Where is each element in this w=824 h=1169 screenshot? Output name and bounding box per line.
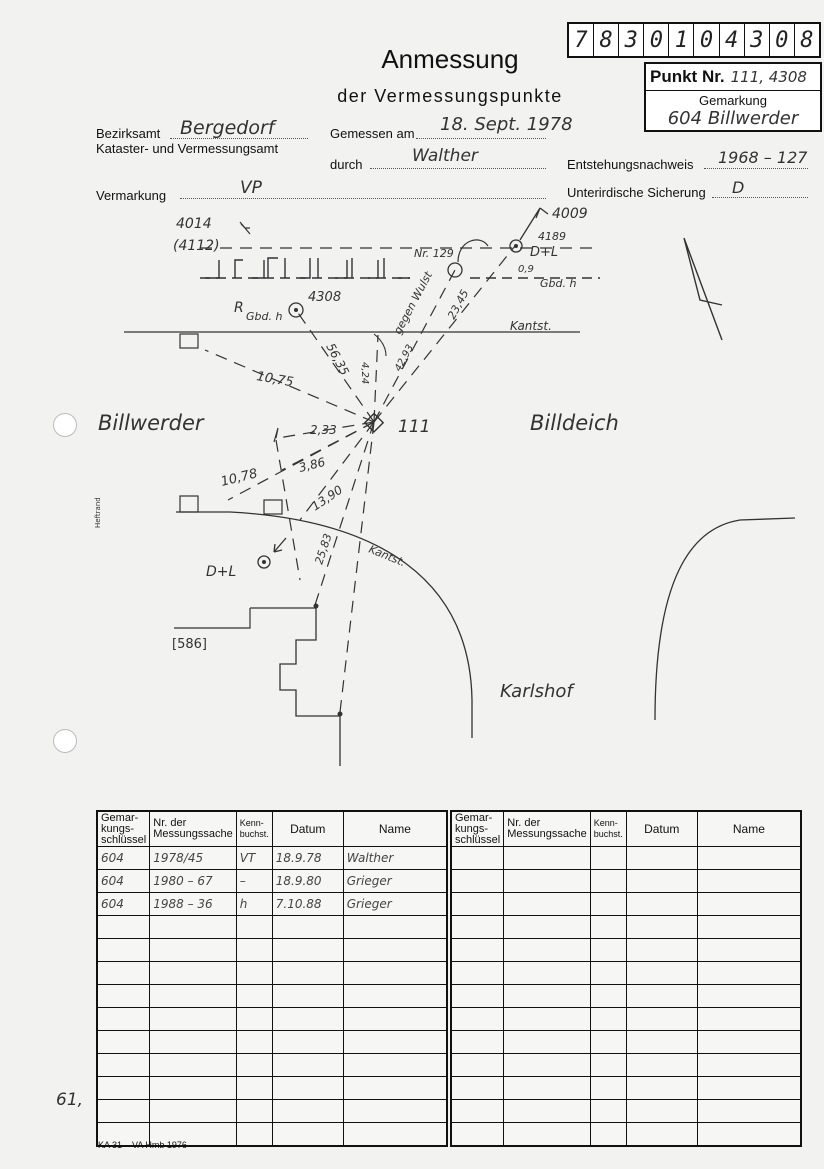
point-r: R bbox=[234, 300, 244, 316]
doc-digit: 8 bbox=[594, 24, 619, 56]
page-subtitle: der Vermessungspunkte bbox=[337, 86, 563, 106]
point-111: 111 bbox=[398, 417, 431, 437]
vermarkung-value: VP bbox=[240, 178, 262, 198]
dist-1390: 13,90 bbox=[308, 482, 346, 514]
point-4014: 4014 bbox=[176, 216, 212, 232]
punkt-label: Punkt Nr. bbox=[650, 67, 725, 86]
point-dl-bottom: D+L bbox=[206, 564, 237, 580]
record-table-right bbox=[450, 810, 802, 1147]
table-row-empty bbox=[451, 1008, 801, 1031]
table-row-empty bbox=[451, 962, 801, 985]
cell-kennbuchst: VT bbox=[236, 847, 272, 870]
doc-digit: 1 bbox=[669, 24, 694, 56]
table-row-empty bbox=[97, 939, 447, 962]
cell-name: Walther bbox=[343, 847, 447, 870]
cell-datum: 18.9.78 bbox=[272, 847, 343, 870]
col-header-kennbuchst: Kenn-buchst. bbox=[236, 811, 272, 847]
form-code: KA 31 – VA Hmb 1976 bbox=[98, 1140, 187, 1150]
dist-2583: 25,83 bbox=[312, 531, 335, 566]
doc-digit: 4 bbox=[720, 24, 745, 56]
kantst-bottom-label: Kantst. bbox=[366, 542, 408, 570]
cell-datum: 7.10.88 bbox=[272, 893, 343, 916]
gemarkung-label: Gemarkung bbox=[699, 93, 767, 108]
gemessen-value: 18. Sept. 1978 bbox=[440, 114, 573, 135]
durch-value: Walther bbox=[412, 146, 478, 166]
bezirksamt-label: Bezirksamt bbox=[96, 126, 161, 141]
col-header-messungssache: Nr. der Messungssache bbox=[150, 811, 236, 847]
page-mark: 61, bbox=[56, 1090, 84, 1110]
table-row-empty bbox=[97, 1077, 447, 1100]
table-row-empty bbox=[451, 1031, 801, 1054]
table-row-empty bbox=[451, 847, 801, 870]
heftrand-label: Heftrand bbox=[94, 497, 102, 528]
dist-1078: 10,78 bbox=[219, 466, 260, 490]
doc-digit: 3 bbox=[619, 24, 644, 56]
durch-label: durch bbox=[330, 157, 363, 172]
col-header-kennbuchst: Kenn-buchst. bbox=[590, 811, 626, 847]
gemarkung-value: 604 Billwerder bbox=[667, 108, 799, 129]
table-row-empty bbox=[451, 870, 801, 893]
table-row-empty bbox=[451, 893, 801, 916]
sicherung-value: D bbox=[732, 178, 745, 197]
point-4112: (4112) bbox=[173, 238, 220, 254]
doc-digit: 8 bbox=[800, 27, 814, 53]
dist-233: 2,33 bbox=[310, 423, 337, 437]
nr129-label: Nr. 129 bbox=[414, 247, 454, 260]
dist-4293: 42,93 bbox=[392, 342, 417, 374]
table-row-empty bbox=[451, 1100, 801, 1123]
dist-386: 3,86 bbox=[297, 454, 327, 475]
col-header-datum: Datum bbox=[272, 811, 343, 847]
cell-messungssache: 1988 – 36 bbox=[150, 893, 236, 916]
table-row-empty bbox=[97, 1054, 447, 1077]
table-row-empty bbox=[97, 1100, 447, 1123]
cell-kennbuchst: – bbox=[236, 870, 272, 893]
cell-gemarkung: 604 bbox=[97, 847, 150, 870]
table-row-empty bbox=[97, 1031, 447, 1054]
gegen-wulst-label: gegen Wulst bbox=[391, 269, 436, 337]
table-row-empty bbox=[451, 939, 801, 962]
gemessen-label: Gemessen am bbox=[330, 126, 415, 141]
doc-digit: 0 bbox=[694, 24, 719, 56]
point-4308: 4308 bbox=[308, 290, 342, 305]
dist-424: 4,24 bbox=[359, 362, 370, 385]
cell-datum: 18.9.80 bbox=[272, 870, 343, 893]
entstehung-value: 1968 – 127 bbox=[718, 148, 808, 167]
cell-name: Grieger bbox=[343, 870, 447, 893]
table-row-empty bbox=[97, 1008, 447, 1031]
table-row-empty bbox=[97, 985, 447, 1008]
gebaeude-right-label: Gbd. h bbox=[540, 277, 577, 290]
bezirksamt-value: Bergedorf bbox=[180, 117, 275, 139]
col-header-gemarkung: Gemar-kungs-schlüssel bbox=[451, 811, 504, 847]
col-header-datum: Datum bbox=[626, 811, 697, 847]
dist-1075: 10,75 bbox=[255, 369, 295, 391]
table-row-empty bbox=[451, 985, 801, 1008]
table-row bbox=[97, 870, 447, 893]
point-09: 0,9 bbox=[518, 264, 534, 275]
page-title: Anmessung bbox=[381, 44, 519, 74]
cell-name: Grieger bbox=[343, 893, 447, 916]
col-header-messungssache: Nr. der Messungssache bbox=[504, 811, 590, 847]
doc-digit: 3 bbox=[745, 24, 770, 56]
record-table-left bbox=[96, 810, 448, 1147]
dist-5635: 56,35 bbox=[323, 340, 352, 378]
table-row-empty bbox=[451, 1123, 801, 1147]
billdeich-label: Billdeich bbox=[530, 411, 619, 435]
cell-messungssache: 1978/45 bbox=[150, 847, 236, 870]
col-header-gemarkung: Gemar-kungs-schlüssel bbox=[97, 811, 150, 847]
col-header-name: Name bbox=[343, 811, 447, 847]
table-row-empty bbox=[97, 962, 447, 985]
sicherung-label: Unterirdische Sicherung bbox=[567, 185, 706, 200]
table-row-empty bbox=[451, 1077, 801, 1100]
col-header-name: Name bbox=[697, 811, 801, 847]
entstehung-label: Entstehungsnachweis bbox=[567, 157, 694, 172]
ref-586: [586] bbox=[172, 637, 207, 652]
punkt-value: 111, 4308 bbox=[730, 68, 807, 86]
doc-digit: 7 bbox=[569, 24, 594, 56]
gebaeude-left-label: Gbd. h bbox=[246, 310, 283, 323]
point-4009: 4009 bbox=[552, 206, 588, 222]
table-row-empty bbox=[451, 1054, 801, 1077]
karlshof-label: Karlshof bbox=[500, 681, 573, 702]
doc-digit: 0 bbox=[644, 24, 669, 56]
table-row-empty bbox=[97, 916, 447, 939]
doc-digit: 0 bbox=[770, 24, 795, 56]
billwerder-label: Billwerder bbox=[98, 411, 204, 435]
vermarkung-label: Vermarkung bbox=[96, 188, 167, 203]
kataster-label: Kataster- und Vermessungsamt bbox=[96, 141, 279, 156]
dist-2345: 23,45 bbox=[445, 287, 472, 322]
point-4189: 4189 bbox=[538, 230, 566, 243]
cell-kennbuchst: h bbox=[236, 893, 272, 916]
table-row bbox=[97, 847, 447, 870]
table-row-empty bbox=[451, 916, 801, 939]
cell-gemarkung: 604 bbox=[97, 870, 150, 893]
table-row bbox=[97, 893, 447, 916]
cell-messungssache: 1980 – 67 bbox=[150, 870, 236, 893]
cell-gemarkung: 604 bbox=[97, 893, 150, 916]
kantst-top-label: Kantst. bbox=[510, 319, 552, 333]
point-dl-top: D+L bbox=[530, 245, 559, 260]
